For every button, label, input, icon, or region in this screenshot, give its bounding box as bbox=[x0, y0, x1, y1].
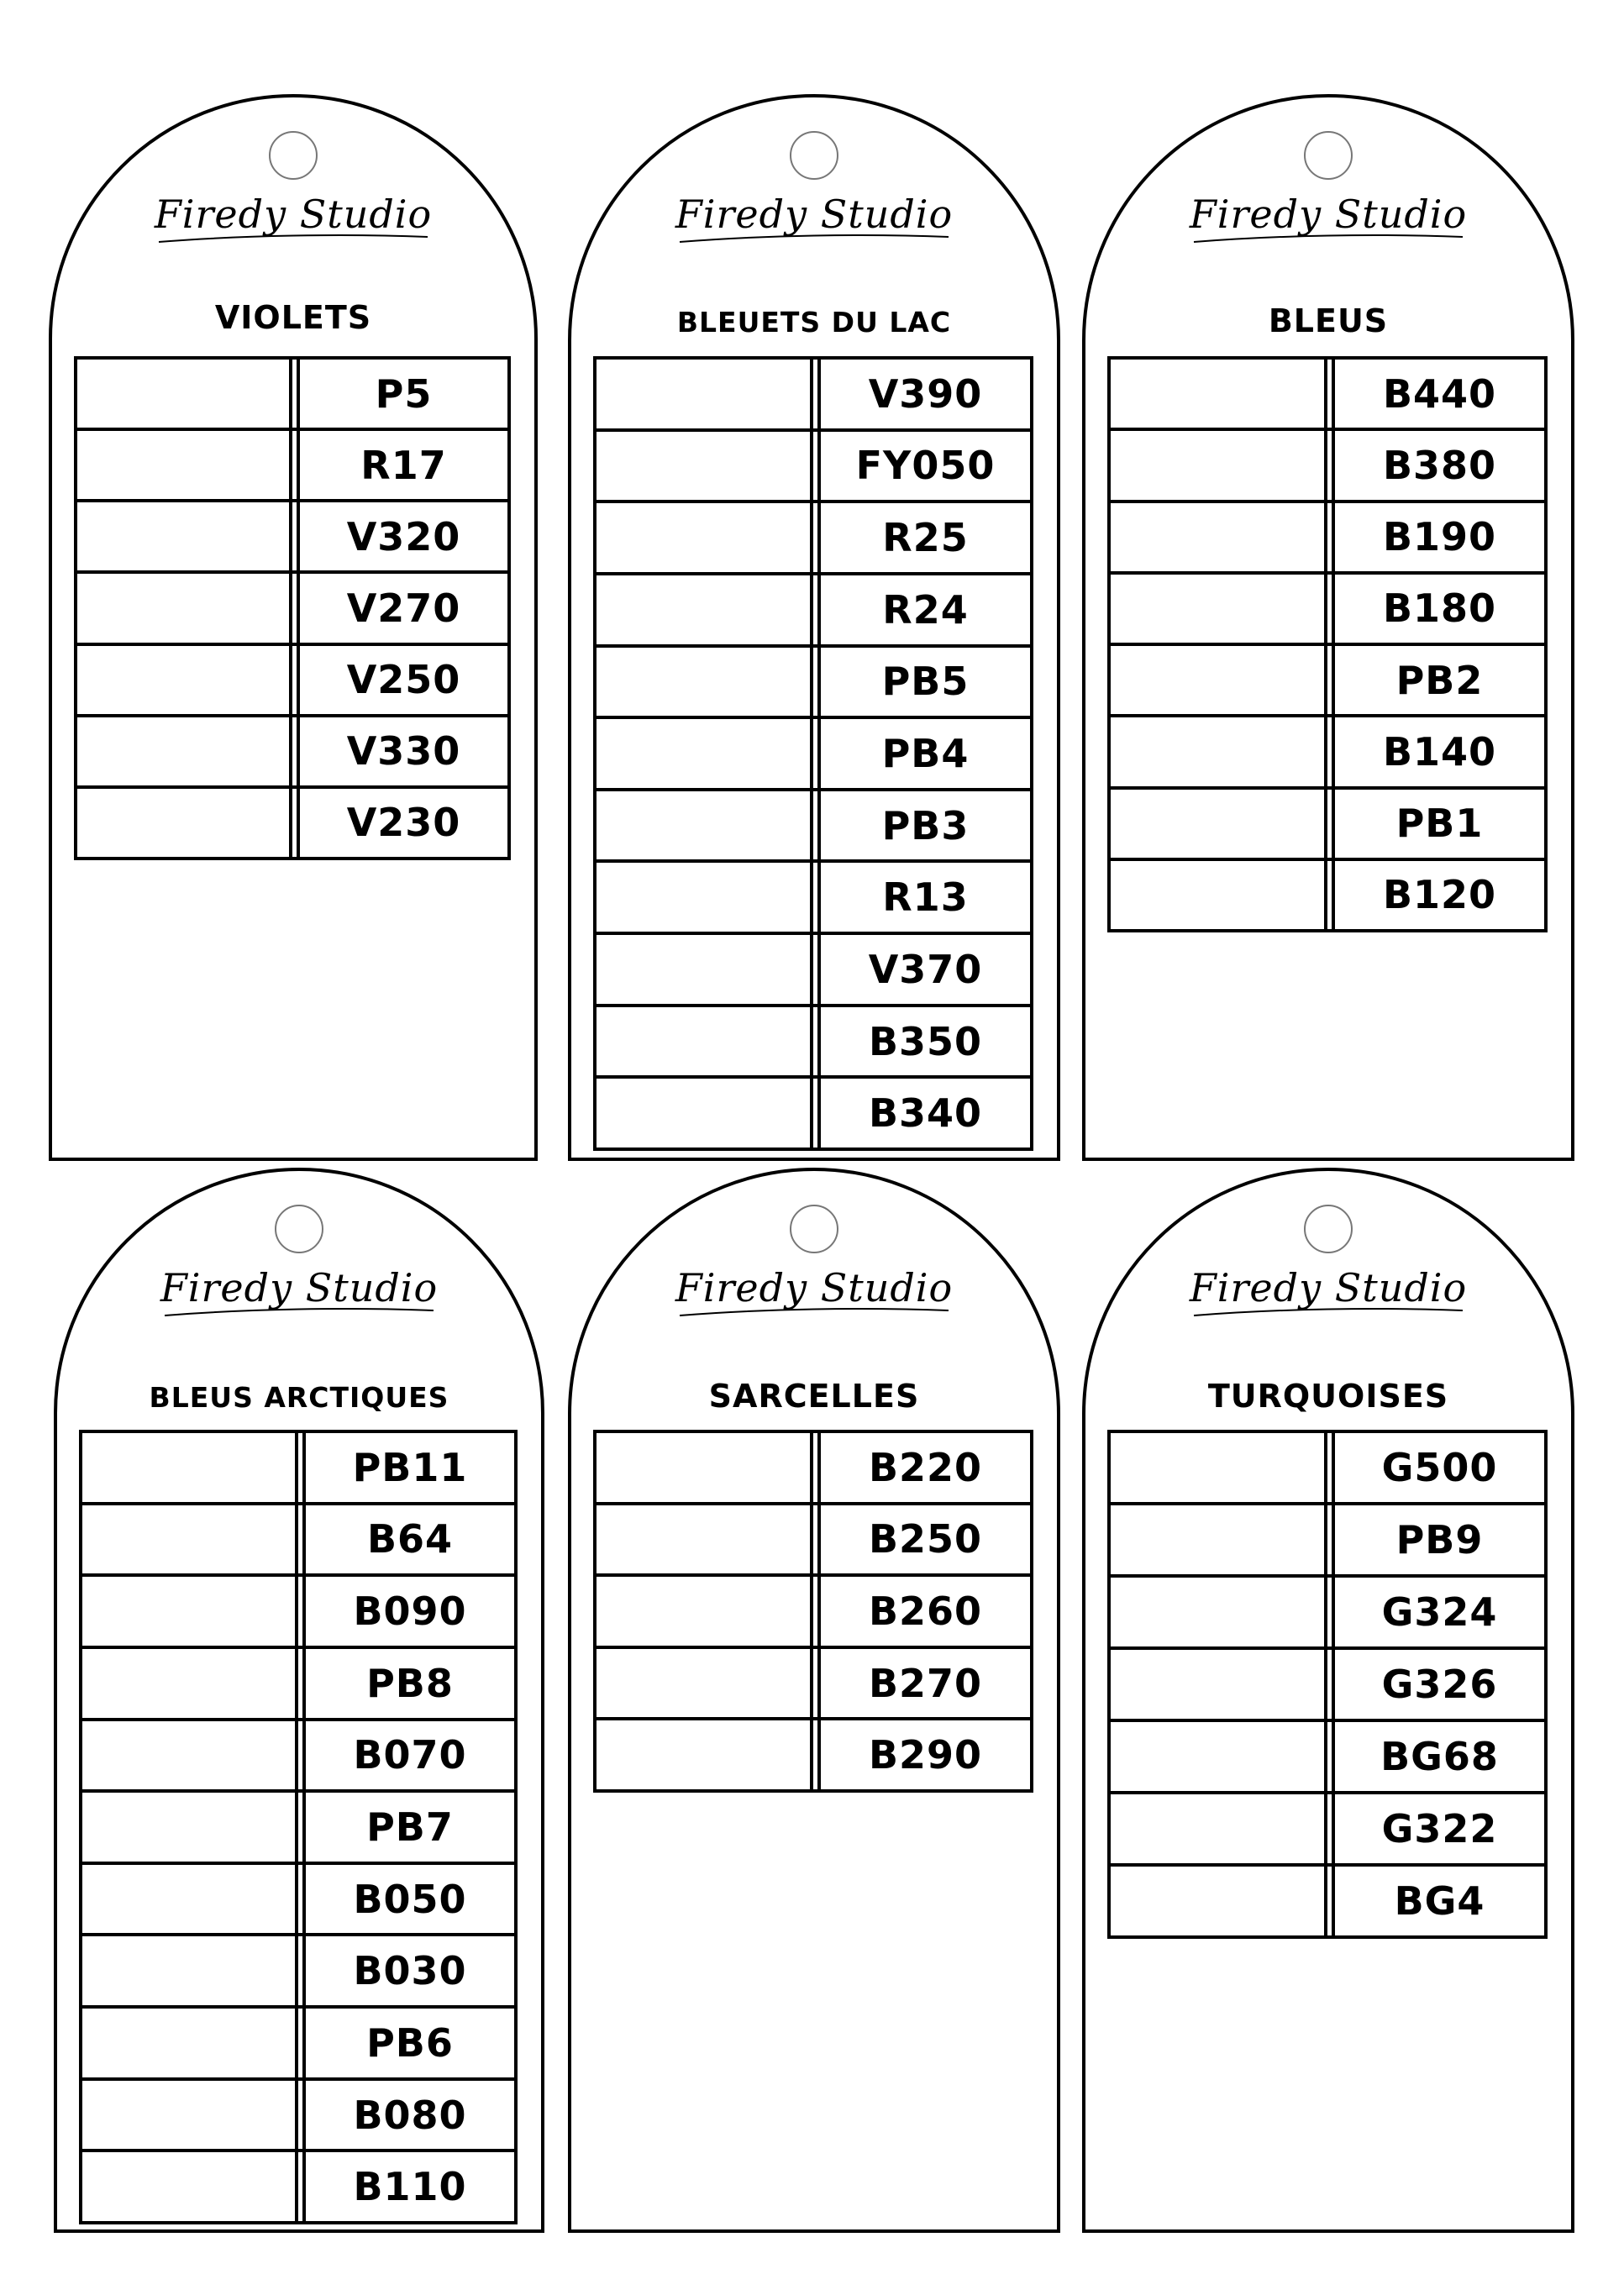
swatch-row bbox=[82, 1865, 514, 1937]
swatch-table bbox=[1107, 356, 1548, 932]
color-code: PB7 bbox=[366, 1804, 454, 1851]
swatch-cell bbox=[1111, 861, 1327, 929]
swatch-row bbox=[77, 502, 507, 574]
swatch-row bbox=[1111, 646, 1544, 717]
swatch-cell bbox=[82, 2081, 298, 2150]
swatch-cell bbox=[597, 1433, 813, 1502]
swatch-cell bbox=[597, 1720, 813, 1789]
cell-divider bbox=[813, 432, 821, 501]
swatch-cell bbox=[597, 863, 813, 932]
swatch-cell bbox=[82, 1433, 298, 1502]
color-code: B110 bbox=[353, 2164, 467, 2210]
color-code: PB1 bbox=[1395, 801, 1484, 847]
cell-divider bbox=[1327, 1650, 1335, 1719]
cell-divider bbox=[813, 1649, 821, 1718]
cell-divider bbox=[1327, 646, 1335, 714]
swatch-cell bbox=[77, 574, 292, 642]
swatch-cell bbox=[597, 575, 813, 644]
swatch-row bbox=[597, 432, 1030, 504]
color-code: B250 bbox=[868, 1516, 983, 1562]
swatch-row bbox=[597, 1505, 1030, 1578]
brand-signature: Firedy Studio bbox=[154, 192, 433, 237]
color-code: R24 bbox=[882, 586, 969, 633]
brand-logo bbox=[571, 1257, 1057, 1332]
color-code: B070 bbox=[353, 1732, 467, 1778]
swatch-row bbox=[597, 1577, 1030, 1649]
swatch-row bbox=[1111, 575, 1544, 646]
swatch-row bbox=[1111, 861, 1544, 929]
swatch-row bbox=[1111, 360, 1544, 431]
color-code: B340 bbox=[868, 1090, 983, 1137]
color-code: R13 bbox=[882, 874, 969, 921]
cell-divider bbox=[298, 1936, 306, 2005]
swatch-cell bbox=[597, 1577, 813, 1646]
color-tag bbox=[49, 94, 538, 1161]
color-code: B120 bbox=[1382, 872, 1497, 918]
hanging-hole bbox=[269, 131, 318, 180]
cell-divider bbox=[1327, 790, 1335, 858]
swatch-row bbox=[597, 503, 1030, 575]
swatch-cell bbox=[1111, 1650, 1327, 1719]
cell-divider bbox=[1327, 1794, 1335, 1863]
cell-divider bbox=[1327, 1867, 1335, 1935]
color-code: PB3 bbox=[881, 802, 970, 848]
swatch-row bbox=[82, 1577, 514, 1649]
color-code: P5 bbox=[375, 370, 433, 417]
swatch-cell bbox=[82, 2009, 298, 2077]
cell-divider bbox=[1327, 1505, 1335, 1574]
swatch-cell bbox=[1111, 431, 1327, 499]
swatch-cell bbox=[82, 1936, 298, 2005]
hanging-hole bbox=[1304, 1205, 1353, 1253]
swatch-row bbox=[1111, 717, 1544, 789]
swatch-row bbox=[77, 360, 507, 431]
cell-divider bbox=[298, 1865, 306, 1934]
color-code: B380 bbox=[1382, 442, 1497, 488]
brand-signature: Firedy Studio bbox=[1189, 192, 1468, 237]
swatch-row bbox=[82, 1936, 514, 2009]
swatch-cell bbox=[1111, 503, 1327, 571]
swatch-cell bbox=[597, 719, 813, 788]
color-code: B090 bbox=[353, 1589, 467, 1635]
cell-divider bbox=[292, 431, 300, 499]
brand-logo bbox=[571, 183, 1057, 259]
brand-signature: Firedy Studio bbox=[1189, 1265, 1468, 1310]
cell-divider bbox=[298, 2081, 306, 2150]
swatch-row bbox=[597, 719, 1030, 791]
swatch-table bbox=[74, 356, 511, 860]
color-code: PB9 bbox=[1395, 1517, 1484, 1562]
color-code: V330 bbox=[346, 728, 461, 775]
hanging-hole bbox=[790, 1205, 838, 1253]
swatch-row bbox=[82, 2081, 514, 2153]
swatch-cell bbox=[597, 1007, 813, 1076]
swatch-table bbox=[593, 1430, 1033, 1793]
color-tag bbox=[568, 1168, 1060, 2233]
cell-divider bbox=[292, 574, 300, 642]
swatch-row bbox=[597, 1433, 1030, 1505]
swatch-cell bbox=[1111, 790, 1327, 858]
cell-divider bbox=[298, 2009, 306, 2077]
color-code: G326 bbox=[1381, 1662, 1498, 1707]
swatch-row bbox=[82, 1793, 514, 1865]
cell-divider bbox=[813, 1577, 821, 1646]
swatch-cell bbox=[82, 1505, 298, 1574]
color-code: B030 bbox=[353, 1948, 467, 1994]
cell-divider bbox=[298, 1793, 306, 1862]
swatch-row bbox=[1111, 1794, 1544, 1867]
swatch-table bbox=[1107, 1430, 1548, 1939]
swatch-row bbox=[82, 1649, 514, 1721]
color-tag bbox=[1082, 94, 1574, 1161]
hanging-hole bbox=[275, 1205, 323, 1253]
swatch-row bbox=[77, 717, 507, 789]
color-code: B290 bbox=[868, 1732, 983, 1778]
cell-divider bbox=[298, 1433, 306, 1502]
color-code: V230 bbox=[346, 800, 461, 846]
color-code: PB6 bbox=[366, 2019, 454, 2066]
swatch-row bbox=[1111, 1722, 1544, 1794]
swatch-cell bbox=[82, 1577, 298, 1646]
swatch-table bbox=[593, 356, 1033, 1151]
swatch-cell bbox=[82, 1649, 298, 1718]
color-code: R17 bbox=[360, 442, 447, 488]
swatch-row bbox=[82, 1505, 514, 1578]
cell-divider bbox=[1327, 1578, 1335, 1646]
cell-divider bbox=[813, 575, 821, 644]
color-code: B180 bbox=[1382, 586, 1497, 632]
swatch-cell bbox=[597, 1649, 813, 1718]
swatch-row bbox=[597, 863, 1030, 935]
swatch-row bbox=[77, 431, 507, 502]
brand-signature: Firedy Studio bbox=[160, 1265, 439, 1310]
color-code: V270 bbox=[346, 585, 461, 631]
swatch-cell bbox=[77, 502, 292, 570]
color-code: B080 bbox=[353, 2092, 467, 2138]
swatch-row bbox=[597, 1720, 1030, 1789]
cell-divider bbox=[1327, 575, 1335, 643]
cell-divider bbox=[1327, 431, 1335, 499]
swatch-cell bbox=[597, 503, 813, 572]
cell-divider bbox=[1327, 717, 1335, 785]
swatch-cell bbox=[82, 2152, 298, 2221]
cell-divider bbox=[1327, 503, 1335, 571]
cell-divider bbox=[813, 1720, 821, 1789]
color-code: B140 bbox=[1382, 728, 1497, 775]
swatch-row bbox=[1111, 503, 1544, 575]
swatch-table bbox=[79, 1430, 518, 2224]
swatch-cell bbox=[597, 791, 813, 860]
swatch-row bbox=[597, 575, 1030, 648]
swatch-cell bbox=[1111, 1578, 1327, 1646]
swatch-row bbox=[597, 648, 1030, 720]
swatch-cell bbox=[597, 432, 813, 501]
cell-divider bbox=[813, 791, 821, 860]
swatch-row bbox=[1111, 1867, 1544, 1935]
cell-divider bbox=[298, 1649, 306, 1718]
brand-logo bbox=[1085, 183, 1571, 259]
swatch-row bbox=[82, 2152, 514, 2221]
color-code: B190 bbox=[1382, 514, 1497, 560]
color-tag bbox=[54, 1168, 544, 2233]
swatch-row bbox=[82, 1433, 514, 1505]
swatch-row bbox=[82, 2009, 514, 2081]
brand-logo bbox=[1085, 1257, 1571, 1332]
cell-divider bbox=[813, 648, 821, 717]
color-code: G500 bbox=[1381, 1445, 1498, 1490]
cell-divider bbox=[813, 863, 821, 932]
tag-title: TURQUOISES bbox=[1207, 1378, 1449, 1415]
swatch-cell bbox=[77, 360, 292, 428]
cell-divider bbox=[298, 1505, 306, 1574]
brand-logo bbox=[52, 183, 534, 259]
color-code: V370 bbox=[868, 946, 983, 992]
swatch-cell bbox=[1111, 360, 1327, 428]
color-code: FY050 bbox=[855, 443, 996, 489]
cell-divider bbox=[298, 1577, 306, 1646]
color-code: B260 bbox=[868, 1588, 983, 1634]
cell-divider bbox=[292, 789, 300, 857]
swatch-row bbox=[1111, 1433, 1544, 1505]
swatch-row bbox=[1111, 1650, 1544, 1722]
cell-divider bbox=[1327, 1433, 1335, 1502]
color-tag bbox=[1082, 1168, 1574, 2233]
swatch-row bbox=[77, 646, 507, 717]
color-code: G322 bbox=[1381, 1806, 1498, 1851]
swatch-row bbox=[1111, 1505, 1544, 1578]
cell-divider bbox=[1327, 360, 1335, 428]
swatch-cell bbox=[82, 1865, 298, 1934]
swatch-row bbox=[597, 791, 1030, 864]
swatch-row bbox=[77, 789, 507, 857]
swatch-cell bbox=[82, 1721, 298, 1790]
swatch-cell bbox=[1111, 717, 1327, 785]
swatch-row bbox=[597, 1007, 1030, 1079]
cell-divider bbox=[813, 1505, 821, 1574]
hanging-hole bbox=[1304, 131, 1353, 180]
brand-signature: Firedy Studio bbox=[675, 192, 954, 237]
cell-divider bbox=[813, 360, 821, 428]
swatch-cell bbox=[1111, 1794, 1327, 1863]
color-code: BG4 bbox=[1394, 1878, 1485, 1924]
swatch-cell bbox=[1111, 1867, 1327, 1935]
swatch-row bbox=[77, 574, 507, 645]
color-code: PB11 bbox=[352, 1444, 468, 1490]
swatch-cell bbox=[77, 717, 292, 785]
swatch-row bbox=[597, 360, 1030, 432]
swatch-cell bbox=[77, 431, 292, 499]
color-code: B270 bbox=[868, 1660, 983, 1706]
color-code: V320 bbox=[346, 513, 461, 559]
color-code: PB4 bbox=[881, 731, 970, 777]
cell-divider bbox=[292, 646, 300, 714]
swatch-row bbox=[597, 935, 1030, 1007]
tag-title: BLEUS bbox=[1268, 302, 1389, 339]
cell-divider bbox=[813, 1007, 821, 1076]
cell-divider bbox=[292, 502, 300, 570]
cell-divider bbox=[813, 1079, 821, 1148]
swatch-cell bbox=[77, 646, 292, 714]
swatch-row bbox=[1111, 431, 1544, 502]
color-code: BG68 bbox=[1380, 1734, 1499, 1779]
cell-divider bbox=[292, 717, 300, 785]
tag-title: SARCELLES bbox=[708, 1378, 920, 1415]
cell-divider bbox=[1327, 861, 1335, 929]
brand-signature: Firedy Studio bbox=[675, 1265, 954, 1310]
swatch-row bbox=[597, 1079, 1030, 1148]
swatch-row bbox=[597, 1649, 1030, 1721]
swatch-cell bbox=[77, 789, 292, 857]
cell-divider bbox=[298, 1721, 306, 1790]
swatch-row bbox=[1111, 790, 1544, 861]
color-code: B050 bbox=[353, 1876, 467, 1922]
swatch-row bbox=[1111, 1578, 1544, 1650]
swatch-cell bbox=[1111, 646, 1327, 714]
swatch-cell bbox=[597, 648, 813, 717]
cell-divider bbox=[813, 1433, 821, 1502]
cell-divider bbox=[298, 2152, 306, 2221]
swatch-cell bbox=[597, 935, 813, 1004]
swatch-cell bbox=[82, 1793, 298, 1862]
color-code: V250 bbox=[346, 657, 461, 703]
tag-title: BLEUETS DU LAC bbox=[676, 306, 952, 339]
swatch-row bbox=[82, 1721, 514, 1793]
color-code: B220 bbox=[868, 1444, 983, 1490]
tag-title: BLEUS ARCTIQUES bbox=[149, 1381, 449, 1414]
color-code: V390 bbox=[868, 370, 983, 417]
cell-divider bbox=[813, 935, 821, 1004]
color-code: G324 bbox=[1381, 1589, 1498, 1635]
color-code: PB5 bbox=[881, 659, 970, 705]
hanging-hole bbox=[790, 131, 838, 180]
swatch-cell bbox=[1111, 1722, 1327, 1791]
cell-divider bbox=[813, 503, 821, 572]
color-code: R25 bbox=[882, 515, 969, 561]
color-tag bbox=[568, 94, 1060, 1161]
color-code: B64 bbox=[366, 1516, 454, 1562]
cell-divider bbox=[813, 719, 821, 788]
swatch-cell bbox=[1111, 1505, 1327, 1574]
cell-divider bbox=[292, 360, 300, 428]
swatch-cell bbox=[597, 360, 813, 428]
color-code: PB8 bbox=[366, 1660, 454, 1706]
cell-divider bbox=[1327, 1722, 1335, 1791]
swatch-cell bbox=[597, 1505, 813, 1574]
swatch-cell bbox=[1111, 575, 1327, 643]
swatch-cell bbox=[597, 1079, 813, 1148]
color-code: PB2 bbox=[1395, 657, 1484, 703]
brand-logo bbox=[57, 1257, 541, 1332]
swatch-cell bbox=[1111, 1433, 1327, 1502]
color-code: B350 bbox=[868, 1018, 983, 1064]
color-code: B440 bbox=[1382, 370, 1497, 417]
tag-title: VIOLETS bbox=[214, 299, 372, 336]
